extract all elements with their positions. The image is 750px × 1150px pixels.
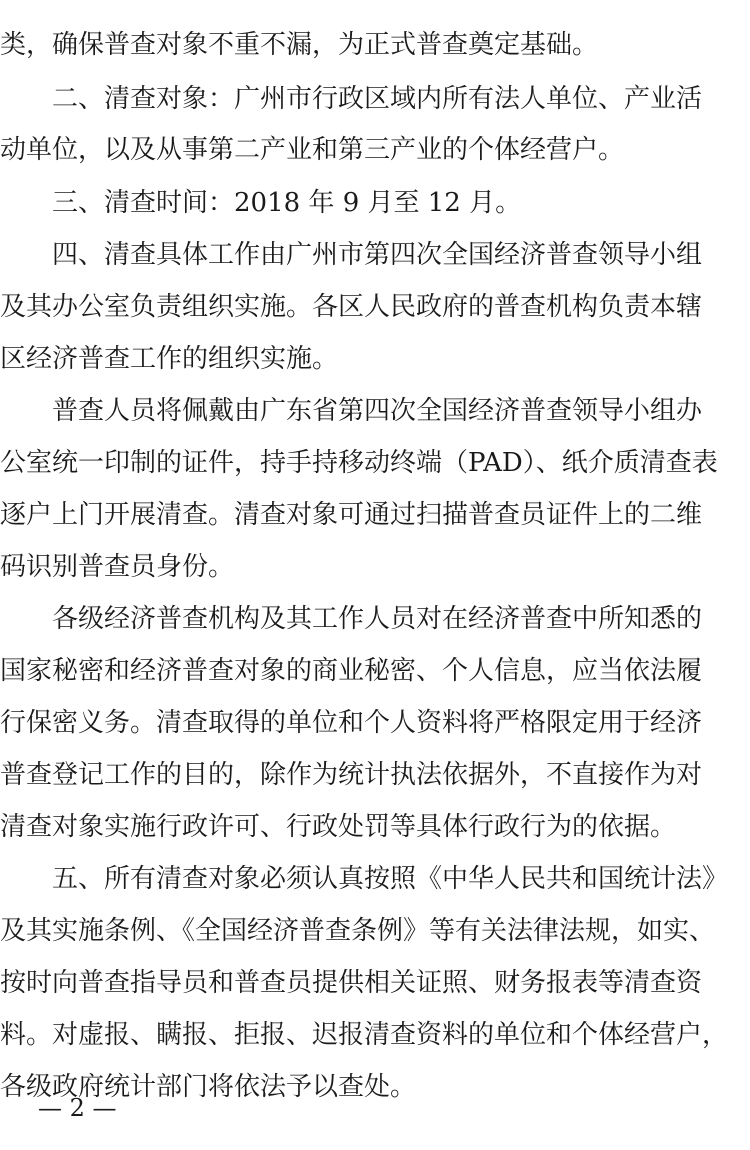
text-line-6: 及其办公室负责组织实施。各区人民政府的普查机构负责本辖 — [0, 292, 703, 322]
page-number: — 2 — — [38, 1094, 117, 1122]
text-line-2: 二、清查对象：广州市行政区域内所有法人单位、产业活 — [0, 84, 703, 114]
text-line-18: 及其实施条例、《全国经济普查条例》等有关法律法规，如实、 — [0, 916, 716, 946]
text-line-16: 清查对象实施行政许可、行政处罚等具体行政行为的依据。 — [0, 812, 677, 842]
text-line-5: 四、清查具体工作由广州市第四次全国经济普查领导小组 — [0, 240, 703, 270]
text-line-3: 动单位，以及从事第二产业和第三产业的个体经营户。 — [0, 135, 625, 165]
text-line-1: 类，确保普查对象不重不漏，为正式普查奠定基础。 — [0, 30, 599, 60]
text-line-4: 三、清查时间：2018 年 9 月至 12 月。 — [0, 188, 522, 218]
text-line-20: 料。对虚报、瞒报、拒报、迟报清查资料的单位和个体经营户， — [0, 1020, 729, 1050]
text-line-15: 普查登记工作的目的，除作为统计执法依据外，不直接作为对 — [0, 760, 703, 790]
text-line-9: 公室统一印制的证件，持手持移动终端（PAD）、纸介质清查表 — [0, 448, 718, 478]
text-line-11: 码识别普查员身份。 — [0, 552, 235, 582]
text-line-13: 国家秘密和经济普查对象的商业秘密、个人信息，应当依法履 — [0, 656, 703, 686]
text-line-12: 各级经济普查机构及其工作人员对在经济普查中所知悉的 — [0, 604, 703, 634]
text-line-21: 各级政府统计部门将依法予以查处。 — [0, 1072, 417, 1102]
text-line-7: 区经济普查工作的组织实施。 — [0, 344, 339, 374]
text-line-10: 逐户上门开展清查。清查对象可通过扫描普查员证件上的二维 — [0, 500, 703, 530]
text-line-19: 按时向普查指导员和普查员提供相关证照、财务报表等清查资 — [0, 968, 703, 998]
text-line-17: 五、所有清查对象必须认真按照《中华人民共和国统计法》 — [0, 864, 729, 894]
text-line-14: 行保密义务。清查取得的单位和个人资料将严格限定用于经济 — [0, 708, 703, 738]
text-line-8: 普查人员将佩戴由广东省第四次全国经济普查领导小组办 — [0, 396, 703, 426]
